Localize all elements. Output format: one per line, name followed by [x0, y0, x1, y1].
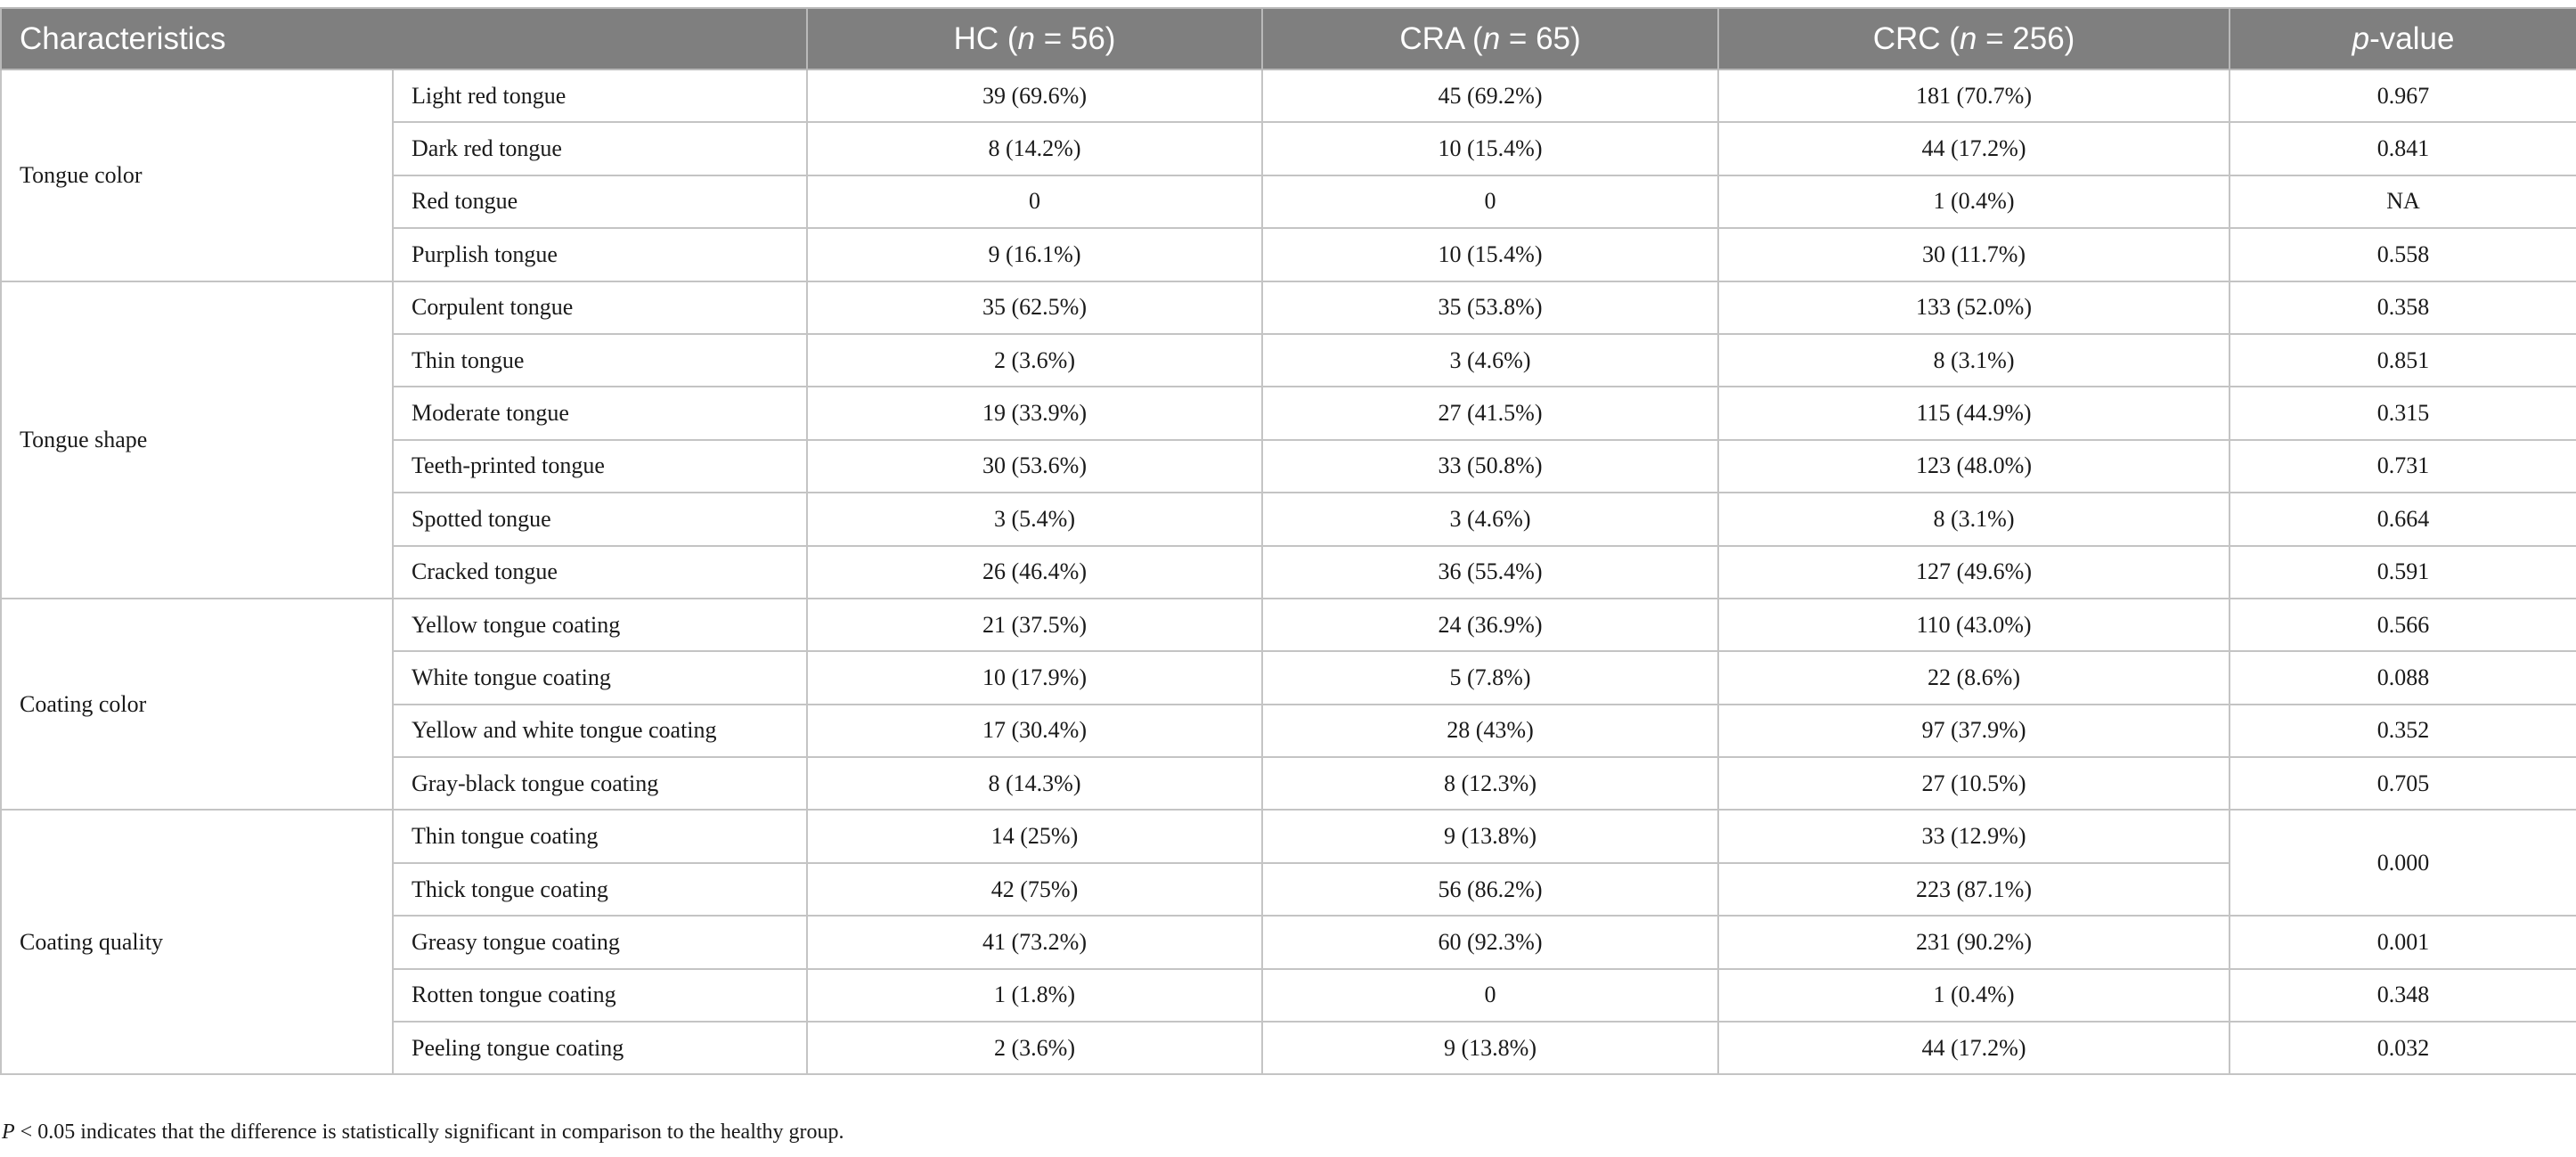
cell-cra: 24 (36.9%)	[1262, 599, 1718, 651]
cell-cra: 27 (41.5%)	[1262, 387, 1718, 439]
cell-cra: 8 (12.3%)	[1262, 757, 1718, 810]
row-item-label: Gray-black tongue coating	[393, 757, 807, 810]
row-item-label: Rotten tongue coating	[393, 969, 807, 1022]
cell-p-value: 0.591	[2230, 546, 2576, 599]
cell-p-value: 0.851	[2230, 334, 2576, 387]
cell-p-value: 0.315	[2230, 387, 2576, 439]
header-crc: CRC (n = 256)	[1718, 8, 2230, 69]
row-item-label: Dark red tongue	[393, 122, 807, 175]
cell-crc: 1 (0.4%)	[1718, 175, 2230, 228]
row-item-label: Light red tongue	[393, 69, 807, 122]
header-p-value: p-value	[2230, 8, 2576, 69]
cell-p-value: 0.731	[2230, 440, 2576, 493]
cell-p-value: 0.348	[2230, 969, 2576, 1022]
cell-p-value: 0.088	[2230, 651, 2576, 704]
cell-cra: 5 (7.8%)	[1262, 651, 1718, 704]
cell-crc: 44 (17.2%)	[1718, 1022, 2230, 1074]
cell-crc: 27 (10.5%)	[1718, 757, 2230, 810]
header-hc: HC (n = 56)	[807, 8, 1262, 69]
header-characteristics: Characteristics	[1, 8, 807, 69]
cell-cra: 60 (92.3%)	[1262, 916, 1718, 968]
cell-cra: 56 (86.2%)	[1262, 863, 1718, 916]
row-item-label: Cracked tongue	[393, 546, 807, 599]
cell-hc: 19 (33.9%)	[807, 387, 1262, 439]
table-container	[0, 7, 2576, 1075]
table-row	[1, 599, 2576, 651]
cell-cra: 3 (4.6%)	[1262, 334, 1718, 387]
cell-cra: 45 (69.2%)	[1262, 69, 1718, 122]
cell-crc: 231 (90.2%)	[1718, 916, 2230, 968]
row-item-label: Thin tongue	[393, 334, 807, 387]
cell-cra: 0	[1262, 969, 1718, 1022]
cell-crc: 44 (17.2%)	[1718, 122, 2230, 175]
header-cra: CRA (n = 65)	[1262, 8, 1718, 69]
cell-cra: 28 (43%)	[1262, 705, 1718, 757]
cell-hc: 42 (75%)	[807, 863, 1262, 916]
table-row	[1, 69, 2576, 122]
cell-hc: 0	[807, 175, 1262, 228]
cell-cra: 33 (50.8%)	[1262, 440, 1718, 493]
cell-hc: 3 (5.4%)	[807, 493, 1262, 545]
cell-hc: 1 (1.8%)	[807, 969, 1262, 1022]
row-item-label: Red tongue	[393, 175, 807, 228]
cell-hc: 17 (30.4%)	[807, 705, 1262, 757]
cell-p-value: 0.967	[2230, 69, 2576, 122]
cell-hc: 2 (3.6%)	[807, 1022, 1262, 1074]
table-row	[1, 281, 2576, 334]
cell-hc: 8 (14.2%)	[807, 122, 1262, 175]
row-item-label: Moderate tongue	[393, 387, 807, 439]
cell-crc: 123 (48.0%)	[1718, 440, 2230, 493]
cell-hc: 2 (3.6%)	[807, 334, 1262, 387]
row-item-label: Yellow and white tongue coating	[393, 705, 807, 757]
cell-crc: 33 (12.9%)	[1718, 810, 2230, 862]
cell-hc: 39 (69.6%)	[807, 69, 1262, 122]
cell-p-value: 0.558	[2230, 228, 2576, 281]
cell-crc: 8 (3.1%)	[1718, 334, 2230, 387]
cell-cra: 10 (15.4%)	[1262, 122, 1718, 175]
row-item-label: Spotted tongue	[393, 493, 807, 545]
cell-p-value: 0.352	[2230, 705, 2576, 757]
row-item-label: Teeth-printed tongue	[393, 440, 807, 493]
cell-p-value: 0.566	[2230, 599, 2576, 651]
cell-cra: 3 (4.6%)	[1262, 493, 1718, 545]
group-label-tongue-color: Tongue color	[1, 69, 393, 281]
cell-crc: 133 (52.0%)	[1718, 281, 2230, 334]
tongue-characteristics-table	[0, 7, 2576, 1075]
cell-p-value: 0.705	[2230, 757, 2576, 810]
cell-hc: 10 (17.9%)	[807, 651, 1262, 704]
cell-hc: 21 (37.5%)	[807, 599, 1262, 651]
cell-p-value: 0.000	[2230, 810, 2576, 916]
cell-cra: 10 (15.4%)	[1262, 228, 1718, 281]
group-label-coating-color: Coating color	[1, 599, 393, 811]
cell-hc: 8 (14.3%)	[807, 757, 1262, 810]
cell-p-value: 0.001	[2230, 916, 2576, 968]
cell-crc: 8 (3.1%)	[1718, 493, 2230, 545]
cell-cra: 0	[1262, 175, 1718, 228]
cell-cra: 9 (13.8%)	[1262, 810, 1718, 862]
cell-cra: 9 (13.8%)	[1262, 1022, 1718, 1074]
header-row	[1, 8, 2576, 69]
cell-hc: 9 (16.1%)	[807, 228, 1262, 281]
cell-crc: 110 (43.0%)	[1718, 599, 2230, 651]
cell-hc: 30 (53.6%)	[807, 440, 1262, 493]
cell-hc: 26 (46.4%)	[807, 546, 1262, 599]
cell-crc: 1 (0.4%)	[1718, 969, 2230, 1022]
row-item-label: Greasy tongue coating	[393, 916, 807, 968]
row-item-label: Yellow tongue coating	[393, 599, 807, 651]
group-label-coating-quality: Coating quality	[1, 810, 393, 1074]
row-item-label: White tongue coating	[393, 651, 807, 704]
cell-p-value: 0.358	[2230, 281, 2576, 334]
cell-cra: 36 (55.4%)	[1262, 546, 1718, 599]
row-item-label: Corpulent tongue	[393, 281, 807, 334]
row-item-label: Thin tongue coating	[393, 810, 807, 862]
row-item-label: Thick tongue coating	[393, 863, 807, 916]
cell-crc: 115 (44.9%)	[1718, 387, 2230, 439]
row-item-label: Peeling tongue coating	[393, 1022, 807, 1074]
cell-p-value: 0.841	[2230, 122, 2576, 175]
cell-hc: 35 (62.5%)	[807, 281, 1262, 334]
cell-crc: 30 (11.7%)	[1718, 228, 2230, 281]
cell-crc: 127 (49.6%)	[1718, 546, 2230, 599]
cell-p-value: NA	[2230, 175, 2576, 228]
cell-hc: 14 (25%)	[807, 810, 1262, 862]
group-label-tongue-shape: Tongue shape	[1, 281, 393, 599]
cell-crc: 22 (8.6%)	[1718, 651, 2230, 704]
cell-crc: 97 (37.9%)	[1718, 705, 2230, 757]
table-row	[1, 810, 2576, 862]
cell-crc: 181 (70.7%)	[1718, 69, 2230, 122]
row-item-label: Purplish tongue	[393, 228, 807, 281]
cell-p-value: 0.664	[2230, 493, 2576, 545]
cell-cra: 35 (53.8%)	[1262, 281, 1718, 334]
cell-hc: 41 (73.2%)	[807, 916, 1262, 968]
table-footnote: P < 0.05 indicates that the difference is statistically significant in comparison to the healthy group.	[2, 1120, 844, 1144]
cell-crc: 223 (87.1%)	[1718, 863, 2230, 916]
cell-p-value: 0.032	[2230, 1022, 2576, 1074]
